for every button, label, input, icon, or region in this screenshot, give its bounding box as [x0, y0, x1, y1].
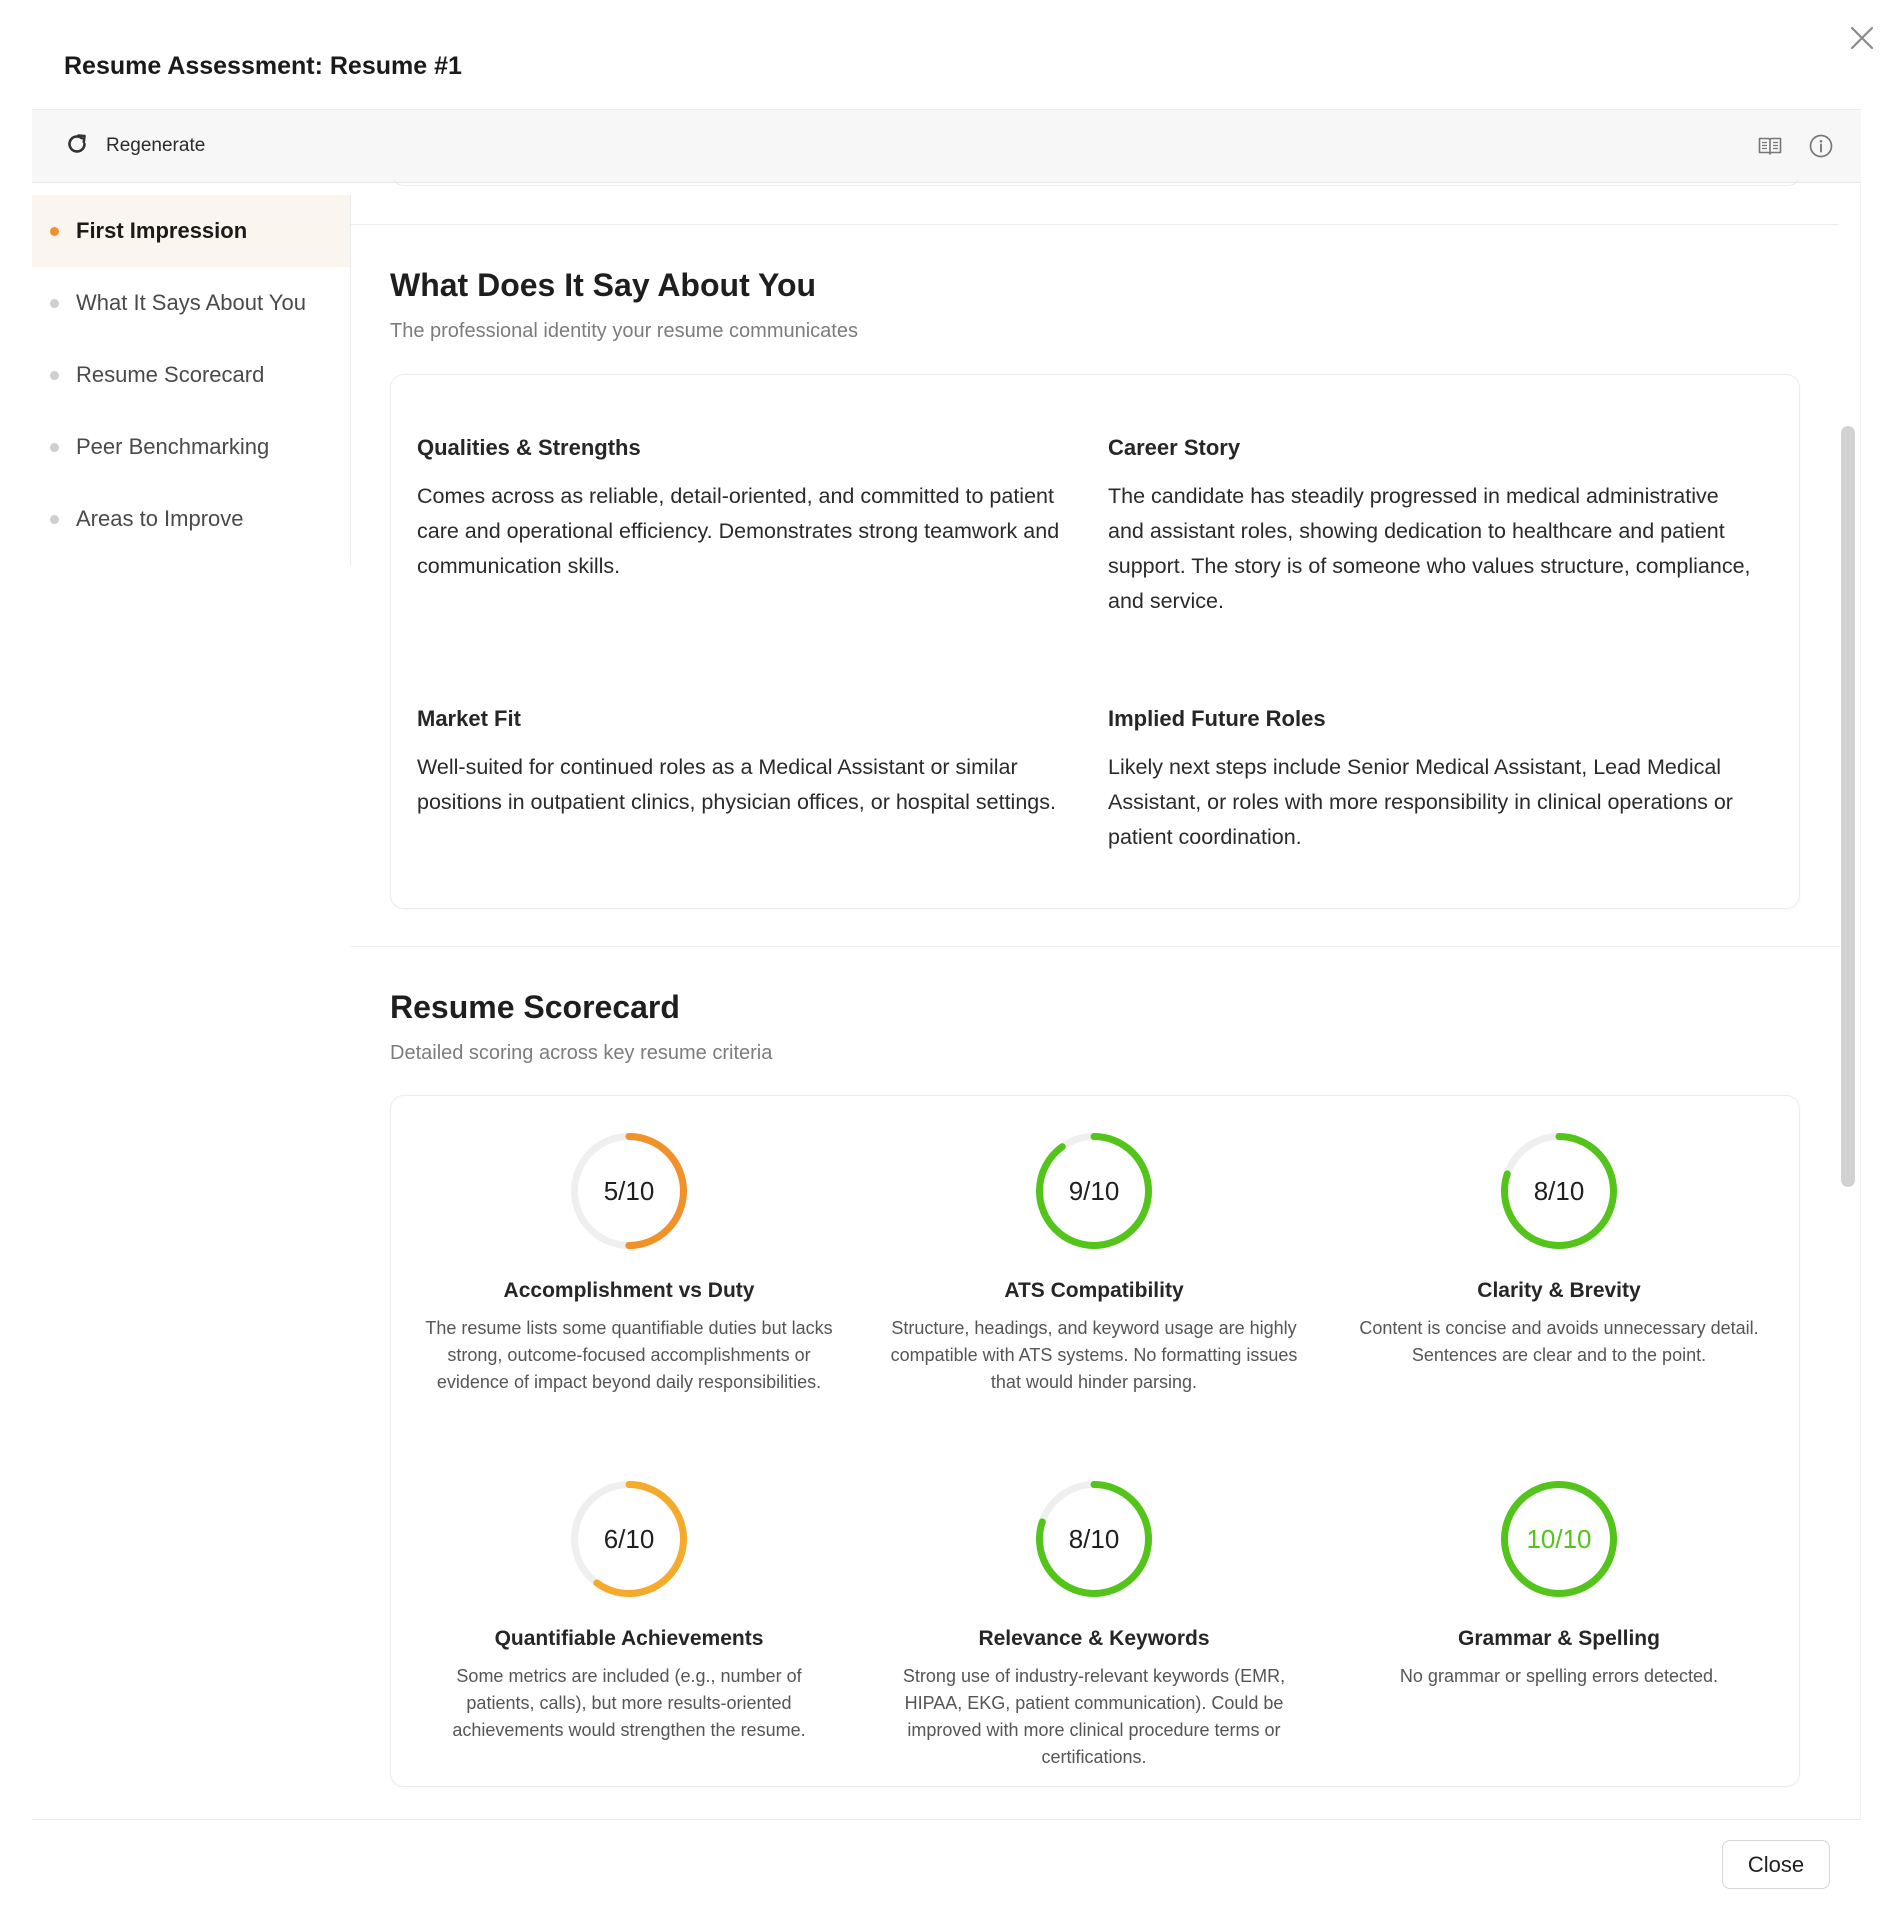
bullet-icon [50, 227, 59, 236]
nav-item-areas-to-improve[interactable] [32, 483, 350, 555]
score-description: Content is concise and avoids unnecessary detail. Sentences are clear and to the point. [1359, 1318, 1759, 1365]
score-title: Relevance & Keywords [978, 1627, 1210, 1650]
nav-item-label: Areas to Improve [76, 506, 244, 531]
block-title: Qualities & Strengths [417, 435, 641, 460]
refresh-icon [64, 131, 90, 162]
score-value: 6/10 [603, 1524, 655, 1554]
close-icon[interactable] [1846, 22, 1878, 54]
scrollbar[interactable] [1841, 426, 1855, 1187]
nav-item-resume-scorecard[interactable] [32, 339, 350, 411]
nav-item-what-it-says[interactable] [32, 267, 350, 339]
score-item-clarity [1349, 1133, 1769, 1369]
score-item-relevance [884, 1481, 1304, 1771]
score-value: 8/10 [1068, 1524, 1120, 1554]
score-value: 5/10 [603, 1176, 655, 1206]
score-title: Accomplishment vs Duty [503, 1279, 755, 1302]
score-description: No grammar or spelling errors detected. [1399, 1666, 1719, 1686]
block-title: Implied Future Roles [1108, 706, 1326, 731]
block-title: Career Story [1108, 435, 1241, 460]
info-icon[interactable] [1808, 133, 1834, 159]
score-ring [571, 1481, 687, 1597]
assessment-content[interactable] [351, 181, 1839, 1818]
score-title: Clarity & Brevity [1477, 1279, 1641, 1302]
section-subtitle: Detailed scoring across key resume criteria [390, 1042, 773, 1064]
score-item-quantifiable [419, 1481, 839, 1744]
section-subtitle: The professional identity your resume communicates [390, 320, 858, 342]
section-title: What Does It Say About You [390, 267, 817, 303]
scorecard-card [390, 1095, 1800, 1787]
bullet-icon [50, 299, 59, 308]
score-ring [1036, 1133, 1152, 1249]
career-story-block [1108, 435, 1758, 619]
bullet-icon [50, 515, 59, 524]
score-description: Strong use of industry-relevant keywords (EMR, HIPAA, EKG, patient communication). Could be improved with more clinical procedure terms or certifications. [902, 1666, 1286, 1767]
regenerate-label: Regenerate [106, 135, 206, 156]
previous-card-edge [390, 181, 1802, 186]
nav-item-label: Peer Benchmarking [76, 434, 270, 459]
nav-item-label: What It Says About You [76, 290, 306, 315]
block-text: Well-suited for continued roles as a Medical Assistant or similar positions in outpatient clinics, physician offices, or hospital settings. [417, 755, 1056, 814]
score-description: Some metrics are included (e.g., number of patients, calls), but more results-oriented achievements would strengthen the resume. [452, 1666, 806, 1740]
nav-item-peer-benchmarking[interactable] [32, 411, 350, 483]
modal-footer [32, 1819, 1861, 1921]
score-item-grammar [1349, 1481, 1769, 1690]
section-nav [32, 195, 351, 565]
section-divider [351, 946, 1839, 947]
nav-item-label: Resume Scorecard [76, 362, 265, 387]
book-icon[interactable] [1757, 133, 1783, 159]
block-title: Market Fit [417, 706, 521, 731]
block-text: The candidate has steadily progressed in medical administrative and assistant roles, showing dedication to healthcare and patient support. The story is of someone who values structure, compliance, and service. [1108, 484, 1751, 613]
section-title: Resume Scorecard [390, 989, 680, 1025]
score-ring [1501, 1133, 1617, 1249]
identity-card [390, 374, 1800, 909]
nav-item-first-impression[interactable] [32, 195, 350, 267]
bullet-icon [50, 371, 59, 380]
nav-item-label: First Impression [76, 218, 248, 243]
modal-title: Resume Assessment: Resume #1 [64, 52, 462, 80]
block-text: Likely next steps include Senior Medical Assistant, Lead Medical Assistant, or roles with more responsibility in clinical operations or patient coordination. [1108, 755, 1733, 849]
score-value: 9/10 [1068, 1176, 1120, 1206]
score-title: Grammar & Spelling [1458, 1627, 1660, 1650]
market-fit-block [417, 706, 1067, 820]
scroll-track [1860, 181, 1861, 1818]
score-title: Quantifiable Achievements [494, 1627, 764, 1650]
score-ring [571, 1133, 687, 1249]
score-value: 10/10 [1526, 1524, 1592, 1554]
score-title: ATS Compatibility [1004, 1279, 1184, 1302]
regenerate-button[interactable] [64, 130, 205, 162]
implied-future-roles-block [1108, 706, 1758, 855]
close-button[interactable]: Close [1722, 1840, 1830, 1889]
score-item-ats [884, 1133, 1304, 1396]
bullet-icon [50, 443, 59, 452]
score-value: 8/10 [1533, 1176, 1585, 1206]
qualities-strengths-block [417, 435, 1067, 584]
toolbar [32, 109, 1861, 183]
score-description: Structure, headings, and keyword usage are highly compatible with ATS systems. No formatting issues that would hinder parsing. [890, 1318, 1298, 1392]
score-description: The resume lists some quantifiable duties but lacks strong, outcome-focused accomplishments or evidence of impact beyond daily responsibilities. [425, 1318, 833, 1392]
score-ring [1036, 1481, 1152, 1597]
score-ring [1501, 1481, 1617, 1597]
score-item-accomplishment [419, 1133, 839, 1396]
section-divider [351, 224, 1839, 225]
block-text: Comes across as reliable, detail-oriented, and committed to patient care and operational efficiency. Demonstrates strong teamwork and communication skills. [417, 484, 1060, 578]
